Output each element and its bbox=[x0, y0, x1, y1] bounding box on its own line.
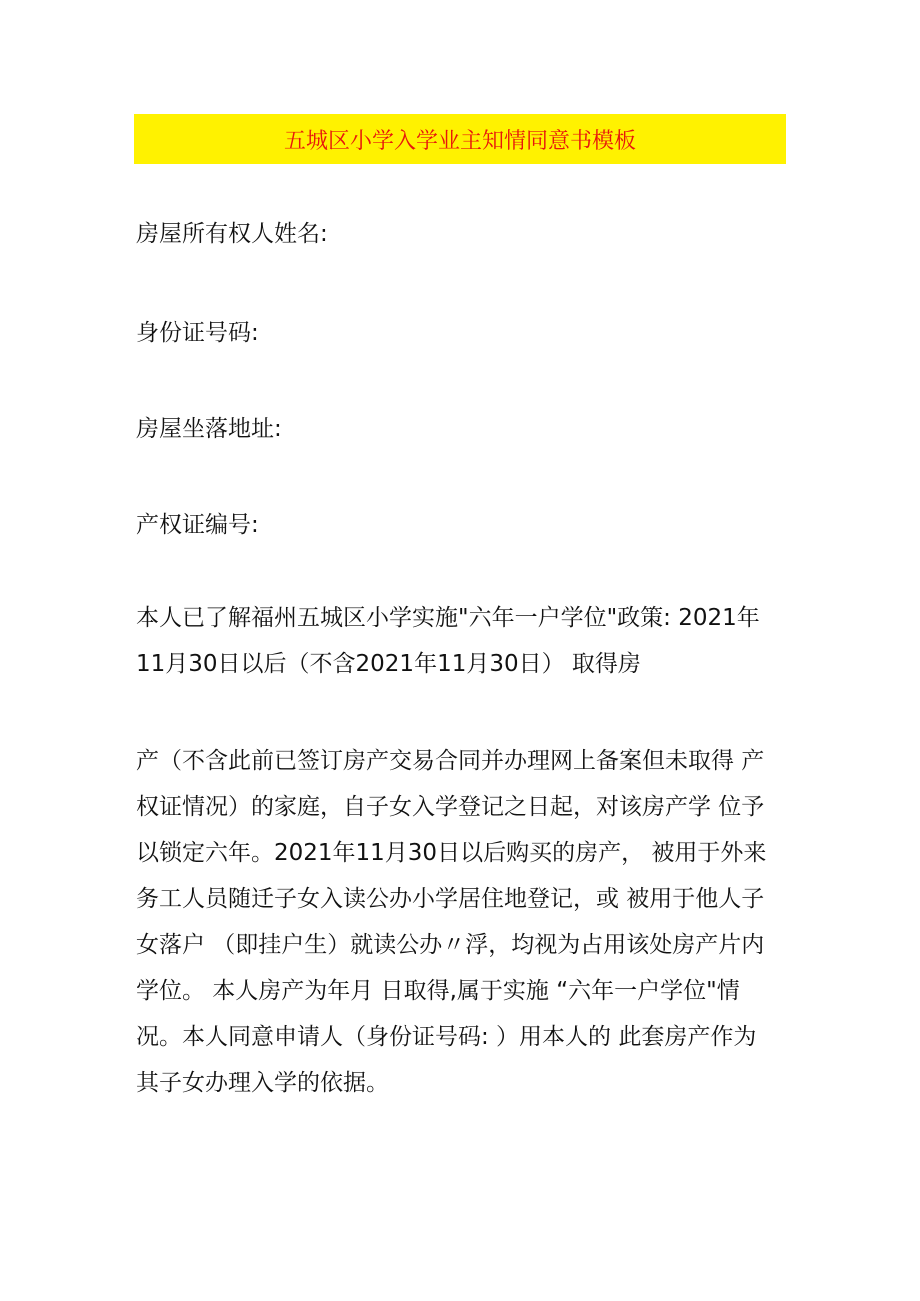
policy-paragraph-2 bbox=[136, 738, 786, 1106]
paragraph-line: 权证情况）的家庭，自子女入学登记之日起，对该房产学 位予 bbox=[136, 794, 765, 820]
id-number-field-label: 身份证号码: bbox=[136, 320, 259, 346]
paragraph-line: 女落户 （即挂户生）就读公办〃浮，均视为占用该处房产片内 bbox=[136, 932, 765, 958]
certificate-number-field-label: 产权证编号: bbox=[136, 512, 259, 538]
paragraph-line: 况。本人同意申请人（身份证号码: ）用本人的 此套房产作为 bbox=[136, 1024, 757, 1050]
title-banner bbox=[134, 114, 786, 164]
paragraph-line: 其子女办理入学的依据。 bbox=[136, 1070, 389, 1096]
paragraph-line: 11月30日以后（不含2021年11月30日） 取得房 bbox=[136, 651, 641, 677]
paragraph-line: 本人已了解福州五城区小学实施"六年一户学位"政策: 2021年 bbox=[136, 605, 760, 631]
paragraph-line: 以锁定六年。2021年11月30日以后购买的房产， 被用于外来 bbox=[136, 840, 767, 866]
document-title: 五城区小学入学业主知情同意书模板 bbox=[283, 128, 636, 154]
paragraph-line: 学位。 本人房产为年月 日取得,属于实施 “六年一户学位"情 bbox=[136, 978, 740, 1004]
policy-paragraph-1 bbox=[136, 595, 786, 687]
paragraph-line: 产（不含此前已签订房产交易合同并办理网上备案但未取得 产 bbox=[136, 748, 765, 774]
paragraph-line: 务工人员随迁子女入读公办小学居住地登记，或 被用于他人子 bbox=[136, 886, 765, 912]
address-field-label: 房屋坐落地址: bbox=[136, 416, 282, 442]
owner-name-field-label: 房屋所有权人姓名: bbox=[136, 221, 328, 247]
